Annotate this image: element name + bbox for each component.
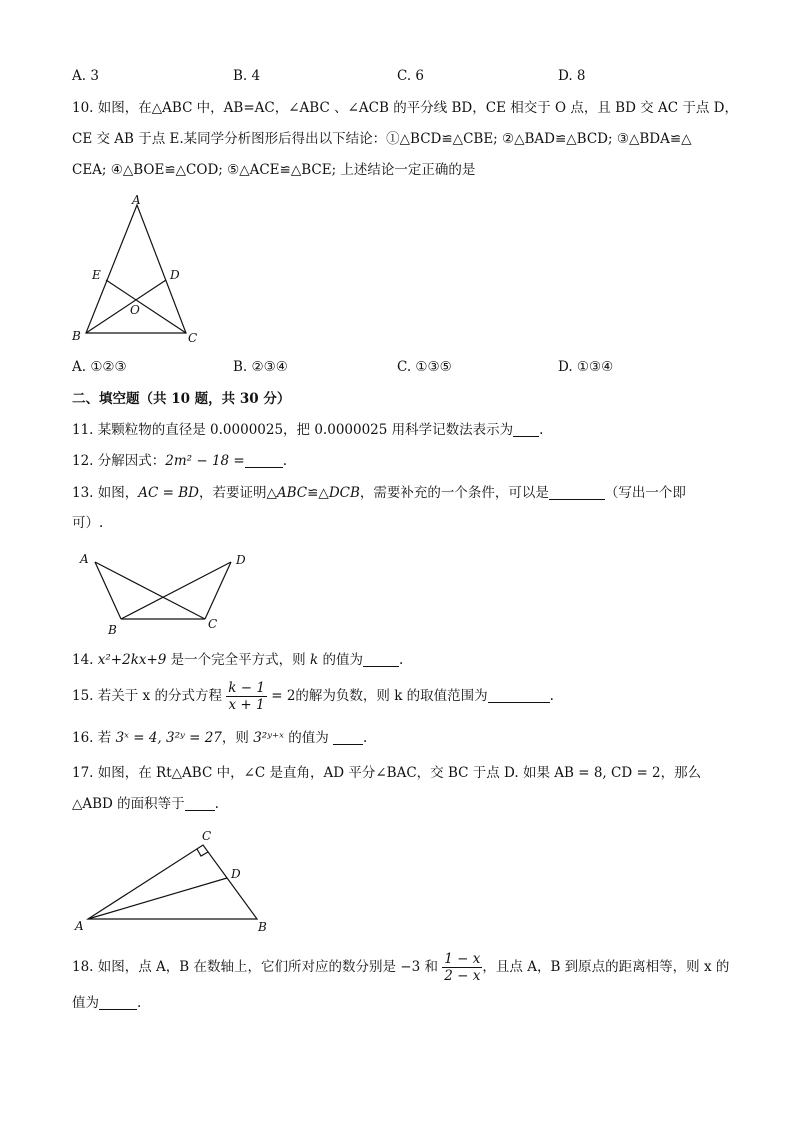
q16-target: 3²ʸ⁺ˣ — [253, 730, 284, 746]
q9-option-a: A. 3 — [72, 68, 99, 84]
q13-condition: AC = BD — [138, 485, 199, 501]
q15-numerator: k − 1 — [228, 680, 265, 696]
section-2-title: 二、填空题（共 10 题，共 30 分） — [72, 391, 291, 407]
q17-line-2: △ABD 的面积等于 . — [72, 796, 219, 812]
q15-equals: = 2 — [266, 688, 296, 704]
q17-label-d: D — [231, 867, 241, 881]
q10-label-o: O — [130, 303, 140, 317]
q18-line-2: 值为 . — [72, 995, 142, 1011]
q13-prefix: 13. 如图， — [72, 485, 139, 501]
q16-expression: 3ˣ = 4, 3²ʸ = 27 — [115, 730, 222, 746]
q14-variable: k — [309, 652, 319, 668]
q10-label-b: B — [72, 329, 81, 343]
q10-line-2: CE 交 AB 于点 E.某同学分析图形后得出以下结论：①△BCD≌△CBE; ②△BAD≌△BCD; ③△BDA≌△ — [72, 131, 692, 147]
q18-prefix: 18. 如图，点 A，B 在数轴上，它们所对应的数分别是 −3 和 — [72, 959, 443, 975]
q15-denominator: x + 1 — [228, 697, 265, 713]
q17-line-1: 17. 如图，在 Rt△ABC 中，∠C 是直角，AD 平分∠BAC，交 BC 于点 D. 如果 AB = 8, CD = 2，那么 — [72, 765, 702, 781]
q14-prefix: 14. — [72, 652, 98, 668]
q16-prefix: 16. 若 — [72, 730, 116, 746]
q10-option-c: C. ①③⑤ — [397, 359, 452, 375]
q14-mid: 是一个完全平方式，则 — [166, 652, 310, 668]
q18-answer-blank — [99, 995, 137, 1010]
q12: 12. 分解因式：2m² − 18 = . — [72, 453, 288, 469]
q17-segment-ad — [88, 878, 227, 919]
q13-tail: （写出一个即 — [604, 485, 686, 501]
q14-expression: x²+2kx+9 — [97, 652, 167, 668]
q18-numerator: 1 − x — [444, 951, 481, 967]
q17-label-b: B — [258, 920, 267, 934]
q18-suffix: ，且点 A，B 到原点的距离相等，则 x 的 — [482, 959, 730, 975]
q15-suffix: 的解为负数，则 k 的取值范围为 — [295, 688, 488, 704]
q10-option-d: D. ①③④ — [558, 359, 614, 375]
q13-label-d: D — [236, 553, 246, 567]
q11-text: 11. 某颗粒物的直径是 0.0000025，把 0.0000025 用科学记数法表示为 — [72, 422, 514, 438]
q14-suffix: 的值为 — [318, 652, 363, 668]
q15-prefix: 15. 若关于 x 的分式方程 — [72, 688, 227, 704]
q12-expression: 2m² − 18 = — [165, 453, 245, 469]
q13-triangle-1: ABC — [276, 485, 308, 501]
q9-option-c: C. 6 — [397, 68, 425, 84]
q10-label-d: D — [170, 268, 180, 282]
q13-label-a: A — [80, 552, 89, 566]
q17-label-a: A — [75, 919, 84, 933]
q15: 15. 若关于 x 的分式方程 $\frac{k - 1}{x + 1}$ = 2的解为负数，则 k 的取值范围为 . — [72, 680, 554, 713]
q14: 14. x²+2kx+9 是一个完全平方式，则 k 的值为 . — [72, 652, 404, 668]
q16-mid: ，则 — [221, 730, 254, 746]
q9-option-b: B. 4 — [233, 68, 261, 84]
q13-congruent: ≌△ — [307, 485, 329, 501]
q13-label-b: B — [108, 623, 117, 637]
q10-label-a: A — [132, 193, 141, 207]
q17-line-2-text: △ABD 的面积等于 — [72, 796, 185, 812]
q10-line-1: 10. 如图，在△ABC 中，AB=AC，∠ABC 、∠ACB 的平分线 BD，CE 相交于 O 点，且 BD 交 AC 于点 D， — [72, 100, 738, 116]
q10-option-a: A. ①②③ — [72, 359, 127, 375]
q10-option-b: B. ②③④ — [233, 359, 288, 375]
q13-suffix: ，需要补充的一个条件，可以是 — [359, 485, 549, 501]
q10-label-e: E — [92, 268, 101, 282]
q13-mid: ，若要证明△ — [198, 485, 277, 501]
q10-line-3: CEA; ④△BOE≌△COD; ⑤△ACE≌△BCE; 上述结论一定正确的是 — [72, 162, 476, 178]
q16: 16. 若 3ˣ = 4, 3²ʸ = 27，则 3²ʸ⁺ˣ 的值为 . — [72, 730, 368, 746]
q18-fraction — [442, 951, 482, 984]
q17-label-c: C — [202, 829, 212, 843]
q13-label-c: C — [208, 617, 218, 631]
q13-triangle-2: DCB — [328, 485, 360, 501]
q18-line-2-text: 值为 — [72, 995, 99, 1011]
q13-line-2: 可）. — [72, 515, 104, 531]
q16-suffix: 的值为 — [283, 730, 329, 746]
q9-option-d: D. 8 — [558, 68, 586, 84]
q17-triangle-abc — [88, 845, 257, 919]
q12-prefix: 12. 分解因式： — [72, 453, 166, 469]
q18-line-1 — [72, 947, 729, 987]
q10-label-c: C — [188, 331, 198, 345]
q18-denominator: 2 − x — [444, 968, 481, 984]
q11: 11. 某颗粒物的直径是 0.0000025，把 0.0000025 用科学记数法表示为 . — [72, 422, 544, 438]
